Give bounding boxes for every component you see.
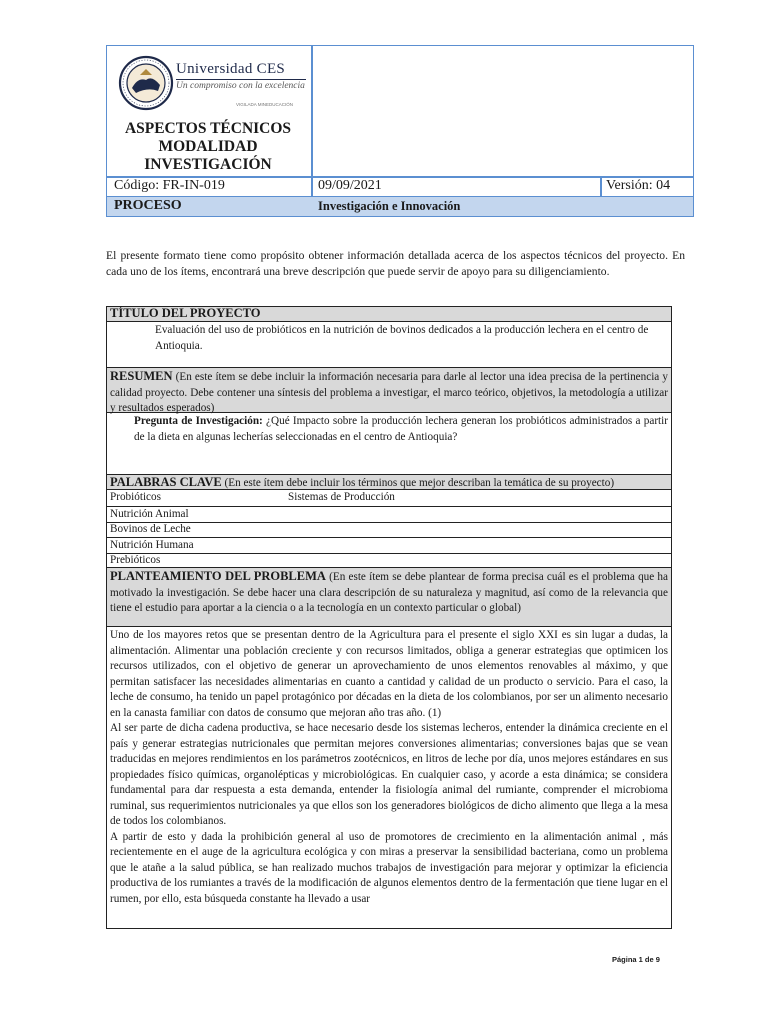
seal-icon bbox=[118, 55, 174, 111]
planteamiento-desc: (En este ítem se debe plantear de forma precisa cuál es el problema que ha motivado la investigación. Se debe hacer una clara descripción de su naturaleza y magnitud, así como de la relevancia que tiene el estudio para aportar a la ciencia o a la tecnología en un contexto particular o global) bbox=[110, 571, 668, 614]
logo-rule bbox=[176, 79, 306, 80]
planteamiento-heading bbox=[110, 569, 668, 617]
planteamiento-label: PLANTEAMIENTO DEL PROBLEMA bbox=[110, 569, 326, 583]
header-divider bbox=[311, 45, 313, 217]
intro-paragraph: El presente formato tiene como propósito obtener información detallada acerca de los aspectos técnicos del proyecto. En cada uno de los ítems, encontrará una breve descripción que puede servir de apoyo para su diligenciamiento. bbox=[106, 249, 685, 278]
process-label: PROCESO bbox=[114, 198, 182, 213]
keyword-item: Prebióticos bbox=[110, 554, 161, 566]
titulo-text: Evaluación del uso de probióticos en la nutrición de bovinos dedicados a la producción lechera en el centro de Antioquia. bbox=[155, 324, 649, 352]
body-paragraph: Al ser parte de dicha cadena productiva, se hace necesario desde los sistemas lecheros, entender la dinámica creciente en el país y generar estrategias nutricionales que permitan mejores conversiones alimentarias; conversiones bajas que se vean traducidas en mejores rendimientos en los parámetros zootécnicos, en litros de leche por día, unos mejores estándares en sus propiedades físico químicas, organolépticas y microbiológicas. En cualquier caso, y acorde a esta dinámica; se considera fundamental para dar respuesta a esta demanda, entender la fisiología animal del rumiante, comprender el microbioma ruminal, sus requerimientos nutricionales ya que ellos son los generadores biológicos de dicho alimento que llega a la mesa de todos los colombianos. bbox=[110, 722, 668, 827]
process-value: Investigación e Innovación bbox=[318, 199, 461, 213]
university-tagline: Un compromiso con la excelencia bbox=[176, 81, 305, 91]
question-text: ¿Qué Impacto sobre la producción lechera generan los probióticos administrados a partir de la dieta en algunas lecherías seleccionadas en el centro de Antioquia? bbox=[134, 415, 668, 443]
resumen-desc: (En este ítem se debe incluir la información necesaria para darle al lector una idea precisa de la pertinencia y calidad proyecto. Debe contener una síntesis del problema a investigar, el marco teórico, objetivos, la metodología a utilizar y resultados esperados) bbox=[110, 371, 668, 414]
research-question bbox=[134, 414, 668, 445]
title-line: MODALIDAD bbox=[158, 138, 258, 155]
palabras-label: PALABRAS CLAVE bbox=[110, 475, 222, 489]
body-paragraph: A partir de esto y dada la prohibición general al uso de promotores de crecimiento en la alimentación animal , más recientemente en el auge de la agricultura ecológica y con miras a preservar la sensibilidad bacteriana, como un problema que le atañe a la salud pública, se han realizado muchos trabajos de investigación para mejorar y optimizar la eficiencia productiva de los rumiantes a través de la modificación de algunos elementos dentro de la fermentación que tiene lugar en el rumen, por ello, esta búsqueda constante ha llevado a usar bbox=[110, 830, 668, 905]
title-line: ASPECTOS TÉCNICOS bbox=[124, 120, 292, 137]
document-code: Código: FR-IN-019 bbox=[114, 178, 225, 193]
row-rule bbox=[106, 626, 672, 627]
resumen-heading bbox=[110, 369, 668, 417]
header-divider-version bbox=[600, 176, 602, 197]
body-paragraph: Uno de los mayores retos que se presentan dentro de la Agricultura para el presente el siglo XXI es sin lugar a dudas, la alimentación. Alimentar una población creciente y con recursos limitados, obliga a generar estrategias que optimicen los recursos utilizados, con el objetivo de generar un aprovechamiento de unos elementos renovables al máximo, y que permitan satisfacer las necesidades alimentarias en cuanto a cantidad y calidad de un producto o servicio. Para el caso, la leche de consumo, ha tenido un papel protagónico por décadas en la dieta de los colombianos, por ser un alimento necesario en la canasta familiar con datos de consumo que mejoran año tras año. (1) bbox=[110, 629, 668, 719]
keyword-item: Nutrición Humana bbox=[110, 539, 194, 551]
keyword-item: Probióticos bbox=[110, 491, 161, 503]
document-date: 09/09/2021 bbox=[318, 178, 382, 193]
keyword-item-extra: Sistemas de Producción bbox=[288, 491, 395, 503]
planteamiento-body bbox=[110, 628, 668, 928]
university-name: Universidad CES bbox=[176, 61, 286, 77]
document-version: Versión: 04 bbox=[606, 178, 671, 193]
document-title bbox=[108, 120, 308, 174]
page-number: Página 1 de 9 bbox=[612, 955, 660, 964]
keyword-item: Bovinos de Leche bbox=[110, 523, 191, 535]
title-line: INVESTIGACIÓN bbox=[144, 156, 272, 173]
vigilada-text: VIGILADA MINEDUCACIÓN bbox=[236, 102, 294, 107]
resumen-label: RESUMEN bbox=[110, 369, 173, 383]
titulo-heading: TÍTULO DEL PROYECTO bbox=[110, 306, 261, 320]
palabras-desc: (En este ítem debe incluir los términos que mejor describan la temática de su proyecto) bbox=[221, 477, 615, 489]
question-label: Pregunta de Investigación: bbox=[134, 415, 263, 427]
keyword-item: Nutrición Animal bbox=[110, 508, 189, 520]
row-rule bbox=[106, 367, 672, 368]
university-logo bbox=[118, 55, 308, 115]
